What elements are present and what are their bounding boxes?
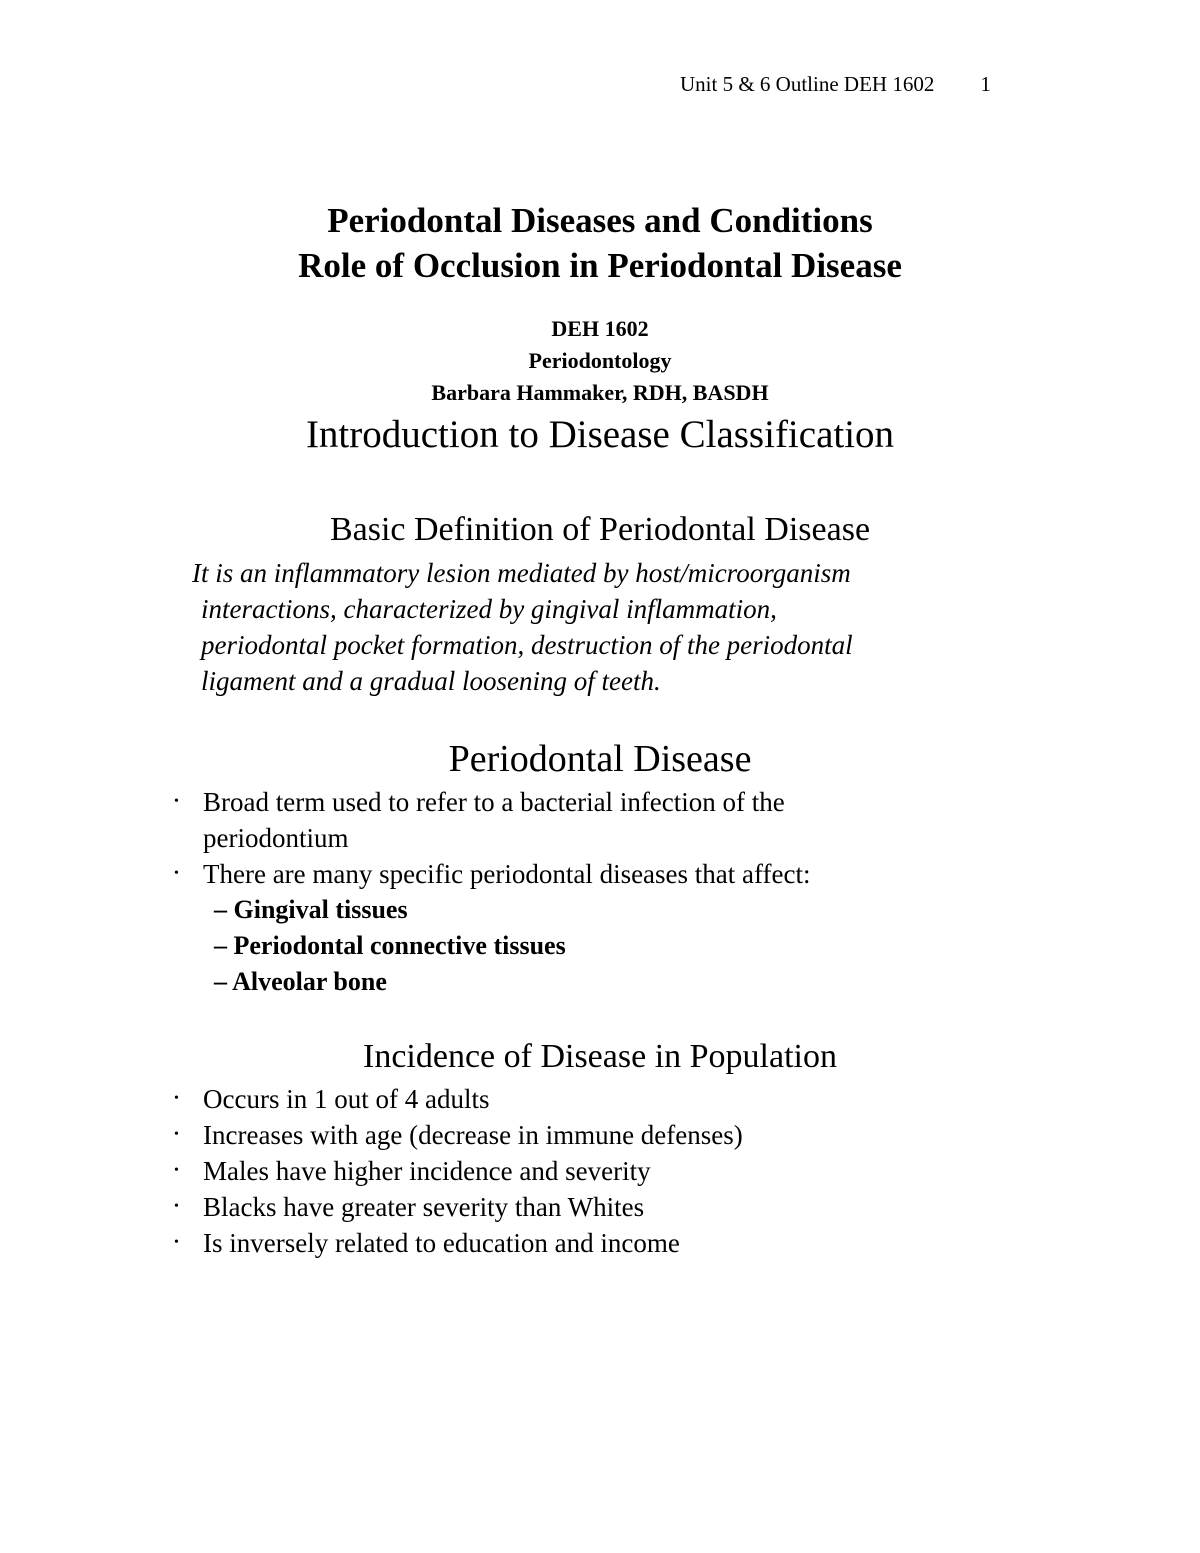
- list-item: [0, 1153, 743, 1189]
- list-item: [0, 1225, 743, 1261]
- list-item-text: Is inversely related to education and income: [203, 1228, 680, 1258]
- section-heading-basic-definition: Basic Definition of Periodontal Disease: [329, 511, 871, 548]
- definition-line: periodontal pocket formation, destruction of the periodontal: [201, 630, 853, 660]
- list-item-text: periodontium: [203, 823, 349, 853]
- bullet-icon: •: [174, 1091, 179, 1106]
- list-item: [0, 784, 810, 820]
- definition-line: ligament and a gradual loosening of teeth.: [201, 666, 661, 696]
- page-number: 1: [980, 72, 991, 96]
- course-subject: Periodontology: [528, 348, 672, 373]
- list-item-text: Broad term used to refer to a bacterial infection of the: [203, 787, 785, 817]
- list-item-text: There are many specific periodontal diseases that affect:: [203, 859, 811, 889]
- course-code: DEH 1602: [551, 316, 649, 341]
- list-item-text: Males have higher incidence and severity: [203, 1156, 651, 1186]
- incidence-list: [0, 1081, 743, 1261]
- list-item: [0, 856, 810, 892]
- sub-list-item: – Alveolar bone: [214, 967, 387, 996]
- list-item: [0, 1117, 743, 1153]
- document-title: Periodontal Diseases and Conditions: [327, 201, 873, 240]
- list-item: [0, 1189, 743, 1225]
- bullet-icon: •: [174, 1235, 179, 1250]
- list-item-text: Occurs in 1 out of 4 adults: [203, 1084, 490, 1114]
- bullet-icon: •: [174, 1127, 179, 1142]
- section-heading-incidence: Incidence of Disease in Population: [363, 1038, 837, 1075]
- bullet-icon: •: [174, 1199, 179, 1214]
- list-item-continuation: [0, 820, 810, 856]
- document-subtitle: Role of Occlusion in Periodontal Disease: [298, 246, 902, 285]
- list-item: [0, 1081, 743, 1117]
- bullet-icon: •: [174, 1163, 179, 1178]
- periodontal-disease-list: [0, 784, 810, 892]
- bullet-icon: •: [174, 866, 179, 881]
- section-heading-periodontal-disease: Periodontal Disease: [448, 738, 752, 780]
- section-heading-intro: Introduction to Disease Classification: [305, 413, 895, 456]
- header-title: Unit 5 & 6 Outline DEH 1602: [680, 72, 935, 96]
- definition-paragraph: [192, 555, 1001, 699]
- list-item-text: Increases with age (decrease in immune defenses): [203, 1120, 743, 1150]
- page-header: [680, 72, 991, 97]
- definition-line: It is an inflammatory lesion mediated by host/microorganism: [192, 558, 851, 588]
- list-item-text: Blacks have greater severity than Whites: [203, 1192, 645, 1222]
- sub-list-item: – Gingival tissues: [214, 895, 408, 924]
- definition-line: interactions, characterized by gingival inflammation,: [201, 594, 777, 624]
- affected-tissues-list: [214, 892, 566, 1000]
- sub-list-item: – Periodontal connective tissues: [214, 931, 566, 960]
- bullet-icon: •: [174, 794, 179, 809]
- course-author: Barbara Hammaker, RDH, BASDH: [431, 380, 769, 405]
